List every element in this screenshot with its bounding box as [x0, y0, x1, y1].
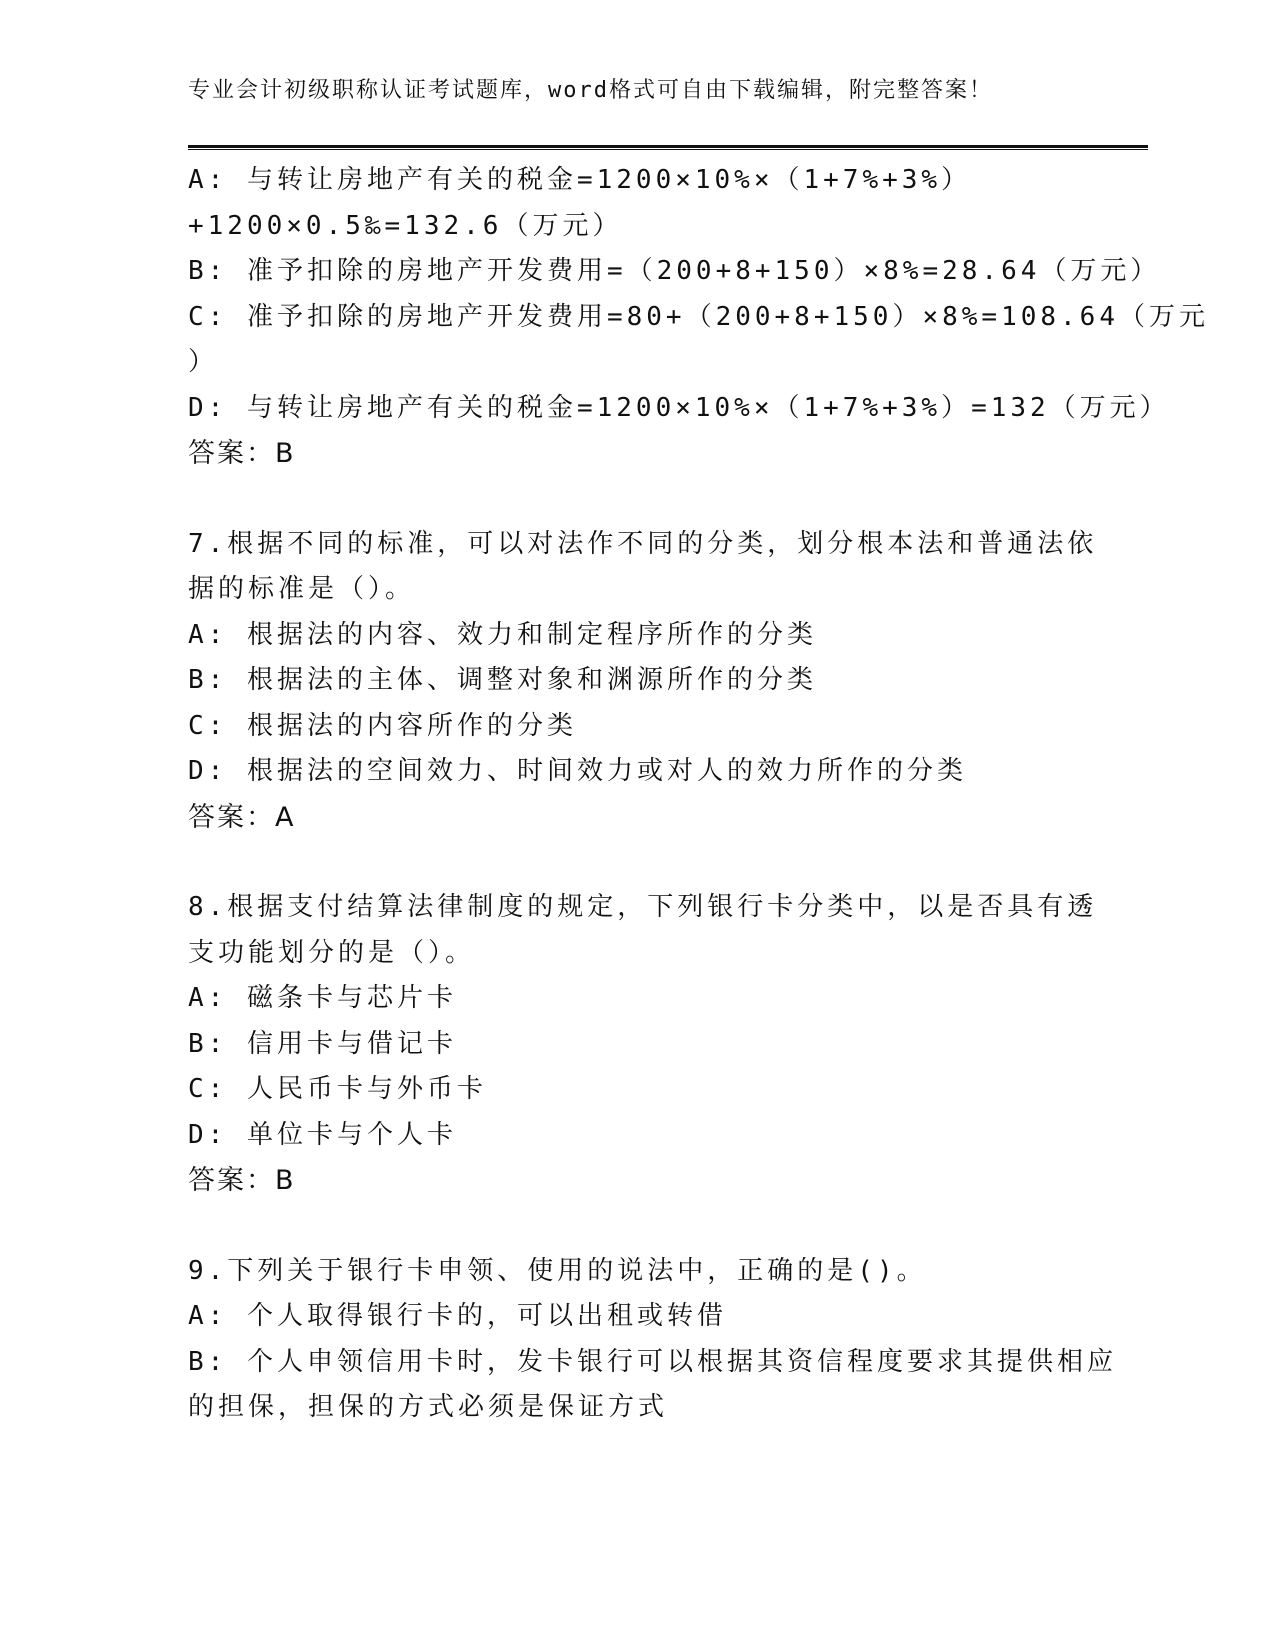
answer: 答案：B [188, 438, 296, 469]
option-a: A: 磁条卡与芯片卡 [188, 983, 457, 1013]
option-b-line-1: B: 个人申领信用卡时，发卡银行可以根据其资信程度要求其提供相应 [188, 1346, 1117, 1377]
header-divider [188, 145, 1148, 150]
question-8 [188, 885, 1098, 1204]
question-stem-line-2: 据的标准是（）。 [188, 574, 416, 604]
question-7 [188, 522, 1098, 841]
spacer [188, 1204, 1068, 1249]
option-c-line-2: ） [188, 347, 219, 377]
answer: 答案：A [188, 801, 296, 833]
question-stem-line-1: 7.根据不同的标准，可以对法作不同的分类，划分根本法和普通法依 [188, 528, 1098, 559]
question-6-options [188, 158, 1209, 477]
spacer [188, 840, 1068, 885]
question-stem-line-1: 8.根据支付结算法律制度的规定，下列银行卡分类中，以是否具有透 [188, 892, 1098, 922]
option-d: D: 根据法的空间效力、时间效力或对人的效力所作的分类 [188, 756, 967, 786]
option-b-line-2: 的担保，担保的方式必须是保证方式 [188, 1392, 669, 1422]
question-stem: 9.下列关于银行卡申领、使用的说法中，正确的是()。 [188, 1255, 927, 1286]
page-header: 专业会计初级职称认证考试题库，word格式可自由下载编辑，附完整答案！ [188, 78, 993, 103]
option-c: C: 根据法的内容所作的分类 [188, 710, 577, 741]
spacer [188, 477, 1068, 522]
question-stem-line-2: 支功能划分的是（）。 [188, 937, 476, 968]
option-a: A: 个人取得银行卡的，可以出租或转借 [188, 1301, 727, 1331]
option-a-line-1: A: 与转让房地产有关的税金=1200×10%×（1+7%+3%） [188, 165, 972, 195]
option-a-line-2: +1200×0.5‰=132.6（万元） [188, 210, 623, 241]
question-9 [188, 1249, 1117, 1431]
option-b: B: 信用卡与借记卡 [188, 1028, 457, 1059]
document-body [188, 158, 1209, 1431]
option-c: C: 人民币卡与外币卡 [188, 1074, 487, 1104]
option-b: B: 准予扣除的房地产开发费用=（200+8+150）×8%=28.64（万元） [188, 256, 1161, 286]
option-b: B: 根据法的主体、调整对象和渊源所作的分类 [188, 665, 817, 695]
answer: 答案：B [188, 1165, 296, 1196]
option-c-line-1: C: 准予扣除的房地产开发费用=80+（200+8+150）×8%=108.64（万元 [188, 301, 1209, 332]
option-a: A: 根据法的内容、效力和制定程序所作的分类 [188, 619, 817, 650]
option-d: D: 单位卡与个人卡 [188, 1119, 457, 1150]
option-d: D: 与转让房地产有关的税金=1200×10%×（1+7%+3%）=132（万元） [188, 392, 1170, 423]
